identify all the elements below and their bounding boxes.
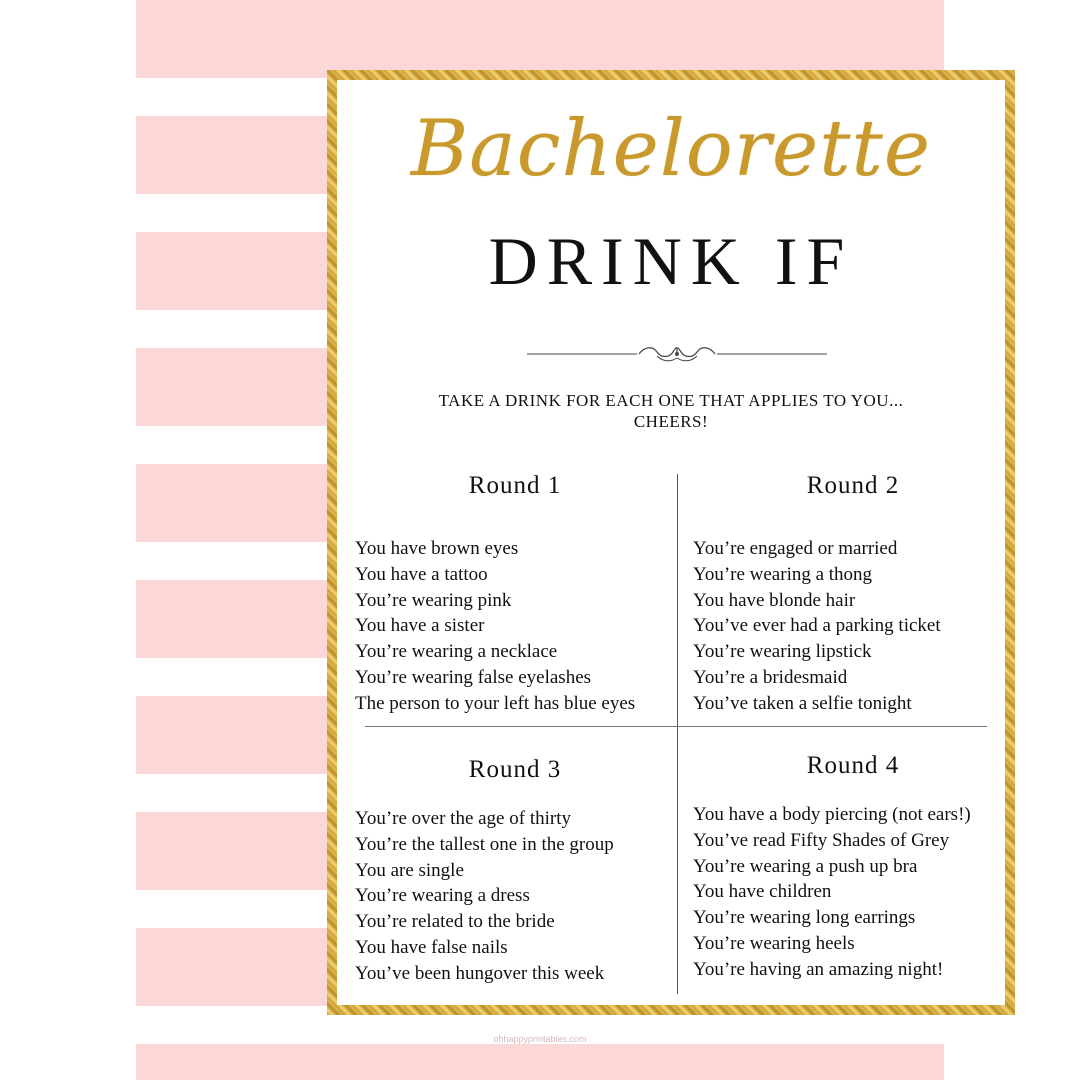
round-4-title: Round 4 xyxy=(806,752,900,779)
round-3-section xyxy=(355,756,675,987)
round-2-list xyxy=(693,536,1013,717)
list-item: You’re a bridesmaid xyxy=(693,666,848,688)
vertical-divider xyxy=(677,474,678,994)
printable-sheet xyxy=(136,0,971,1080)
round-1-section xyxy=(355,472,675,717)
list-item: You have brown eyes xyxy=(355,538,519,559)
list-item: You’ve taken a selfie tonight xyxy=(693,692,912,714)
round-3-list xyxy=(355,806,675,987)
list-item: You have a tattoo xyxy=(355,563,488,585)
list-item: You’re wearing a push up bra xyxy=(693,855,918,877)
list-item: You’re wearing a thong xyxy=(693,563,873,585)
gold-glitter-frame xyxy=(327,70,1015,1015)
list-item: You have a sister xyxy=(355,615,485,637)
instructions-line-2: CHEERS! xyxy=(633,412,709,431)
list-item: You have blonde hair xyxy=(693,589,856,611)
round-1-list xyxy=(355,536,675,717)
main-title: DRINK IF xyxy=(488,223,854,299)
list-item: You’re wearing pink xyxy=(355,589,512,611)
list-item: You’re wearing false eyelashes xyxy=(355,666,592,688)
round-3-title: Round 3 xyxy=(468,756,562,783)
list-item: You’re wearing lipstick xyxy=(693,641,872,663)
horizontal-divider xyxy=(365,726,987,727)
round-4-section xyxy=(693,752,1013,983)
footer-watermark: ohhappyprintables.com xyxy=(493,1034,587,1044)
list-item: You’re having an amazing night! xyxy=(693,958,944,980)
script-title: Bachelorette xyxy=(410,104,932,194)
round-2-section xyxy=(693,472,1013,717)
list-item: You’re wearing heels xyxy=(693,932,855,954)
list-item: You’re over the age of thirty xyxy=(355,808,571,829)
list-item: You are single xyxy=(355,859,464,881)
instructions xyxy=(337,390,1005,432)
list-item: You’re the tallest one in the group xyxy=(355,833,614,855)
list-item: You’ve ever had a parking ticket xyxy=(693,615,941,637)
list-item: You’ve read Fifty Shades of Grey xyxy=(693,829,950,851)
instructions-line-1: TAKE A DRINK FOR EACH ONE THAT APPLIES TO YOU... xyxy=(438,391,904,410)
list-item: You’re wearing a dress xyxy=(355,885,530,907)
list-item: You have children xyxy=(693,881,832,903)
list-item: You have a body piercing (not ears!) xyxy=(693,804,971,825)
list-item: You’re related to the bride xyxy=(355,911,555,933)
list-item: You’re wearing long earrings xyxy=(693,907,916,929)
list-item: You’re engaged or married xyxy=(693,538,898,559)
list-item: You’ve been hungover this week xyxy=(355,962,605,984)
list-item: The person to your left has blue eyes xyxy=(355,692,636,714)
round-1-title: Round 1 xyxy=(468,472,562,499)
round-2-title: Round 2 xyxy=(806,472,900,499)
list-item: You’re wearing a necklace xyxy=(355,641,558,663)
flourish-divider-icon xyxy=(527,338,827,368)
round-4-list xyxy=(693,802,1013,983)
card-content xyxy=(337,80,1005,1005)
list-item: You have false nails xyxy=(355,936,508,958)
